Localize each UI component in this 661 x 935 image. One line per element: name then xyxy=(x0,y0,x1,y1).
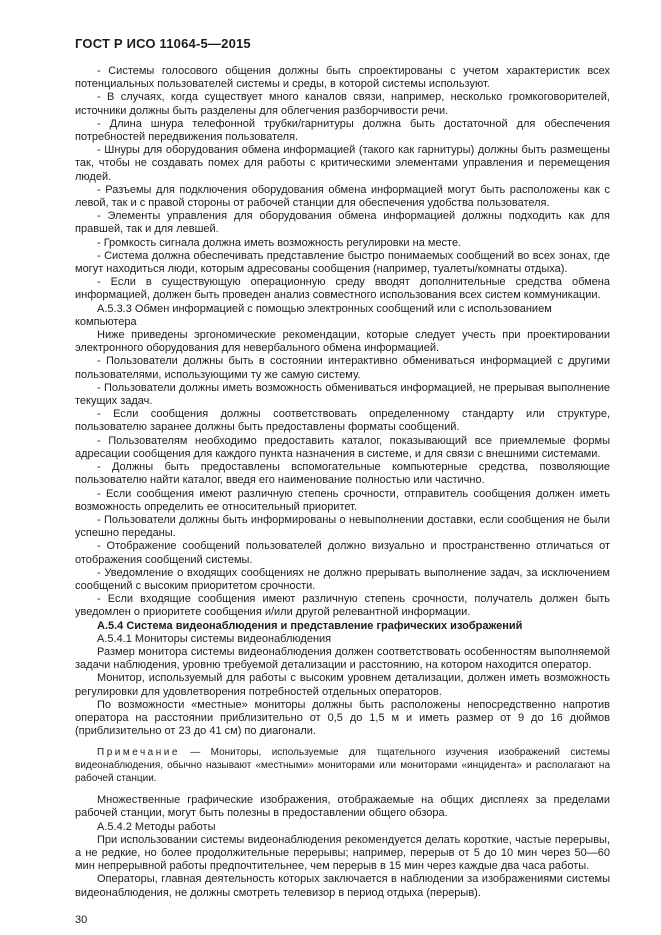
paragraph: - Если входящие сообщения имеют различную степень срочности, получатель должен быть уведомлен о приоритете сообщения и/или другой релевантной информации. xyxy=(75,593,610,619)
paragraph: - Элементы управления для оборудования обмена информацией должны подходить как для правшей, так и для левшей. xyxy=(75,210,610,236)
paragraph: - Громкость сигнала должна иметь возможность регулировки на месте. xyxy=(97,236,462,249)
paragraph: - Уведомление о входящих сообщениях не должно прерывать выполнение задач, за исключением сообщений с высоким приоритетом срочности. xyxy=(75,566,610,592)
note-label: Примечание xyxy=(97,747,180,759)
paragraph: - Должны быть предоставлены вспомогательные компьютерные средства, позволяющие пользователю найти каталог, введя его наименование полностью или частично. xyxy=(75,461,610,487)
section-heading: А.5.3.3 Обмен информацией с помощью электронных сообщений или с использованием компьютера xyxy=(75,302,552,328)
page-header xyxy=(75,36,610,51)
paragraph: - Разъемы для подключения оборудования обмена информацией могут быть расположены как с левой, так и с правой стороны от рабочей станции для обеспечения удобства пользователя. xyxy=(75,183,610,210)
note-text: — Мониторы, используемые для тщательного изучения изображений системы видеонаблюдения, обычно называют «местными» мониторами или мониторами «инцидента» и располагают на рабочей станции. xyxy=(75,747,610,784)
document-title: ГОСТ Р ИСО 11064-5—2015 xyxy=(75,36,251,51)
note-paragraph xyxy=(75,747,610,785)
paragraph: Размер монитора системы видеонаблюдения должен соответствовать особенностям выполняемой задачи наблюдения, уровню требуемой детализации и расстоянию, на котором находится оператор. xyxy=(75,645,610,672)
page-number: 30 xyxy=(75,913,88,926)
paragraph: - Шнуры для оборудования обмена информацией (такого как гарнитуры) должны быть размещены так, чтобы не создавать помех для работы с критическими элементами управления и перемещения людей. xyxy=(75,144,610,183)
document-body xyxy=(75,65,610,900)
section-heading: А.5.4 Система видеонаблюдения и представление графических изображений xyxy=(97,619,523,632)
paragraph: Монитор, используемый для работы с высоким уровнем детализации, должен иметь возможность регулировки для удовлетворения потребностей отдельных операторов. xyxy=(75,672,610,698)
paragraph: - В случаях, когда существует много каналов связи, например, несколько громкоговорителей, источники должны быть разделены для облегчения разборчивости речи. xyxy=(75,91,610,117)
paragraph: Ниже приведены эргономические рекомендации, которые следует учесть при проектировании электронного оборудования для невербального обмена информацией. xyxy=(75,329,610,355)
paragraph: - Если сообщения имеют различную степень срочности, отправитель сообщения должен иметь возможность определить ее относительный приоритет. xyxy=(75,487,610,513)
paragraph: - Пользователи должны быть информированы о невыполнении доставки, если сообщения не были успешно переданы. xyxy=(75,513,610,540)
paragraph: При использовании системы видеонаблюдения рекомендуется делать короткие, частые перерывы, а не редкие, но более продолжительные перерывы; например, перерыв от 5 до 10 мин через 50—60 мин непрерывной работы предпочтительнее, чем перерыв в 15 мин через каждые два часа работы. xyxy=(75,833,610,873)
paragraph: - Системы голосового общения должны быть спроектированы с учетом характеристик всех потенциальных пользователей системы и среды, в которой системы используют. xyxy=(75,65,610,91)
paragraph: - Пользователи должны иметь возможность обмениваться информацией, не прерывая выполнение текущих задач. xyxy=(75,381,610,408)
paragraph: - Отображение сообщений пользователей должно визуально и пространственно отличаться от отображения сообщений системы. xyxy=(75,540,610,566)
paragraph: - Пользователям необходимо предоставить каталог, показывающий все приемлемые формы адресации сообщения для каждого пункта назначения в системе, и для связи с внешними системами. xyxy=(75,434,610,460)
section-heading: А.5.4.2 Методы работы xyxy=(97,820,216,833)
section-heading: А.5.4.1 Мониторы системы видеонаблюдения xyxy=(97,632,332,645)
paragraph: По возможности «местные» мониторы должны быть расположены непосредственно напротив оператора на расстоянии приблизительно от 0,5 до 1,5 м и иметь размер от 9 до 16 дюймов (приблизительно от 23 до 41 см) по диагонали. xyxy=(75,698,610,738)
paragraph: Множественные графические изображения, отображаемые на общих дисплеях за пределами рабочей станции, могут быть полезны в предоставлении общего обзора. xyxy=(75,794,610,820)
paragraph: - Система должна обеспечивать представление быстро понимаемых сообщений во всех зонах, где могут находиться люди, которым адресованы сообщения (например, туалеты/комнаты отдыха). xyxy=(75,249,610,276)
paragraph: - Длина шнура телефонной трубки/гарнитуры должна быть достаточной для обеспечения потребностей передвижения пользователя. xyxy=(75,117,610,144)
paragraph: - Если в существующую операционную среду вводят дополнительные средства обмена информацией, должен быть проведен анализ совместного использования всех систем коммуникации. xyxy=(75,276,610,302)
paragraph: - Если сообщения должны соответствовать определенному стандарту или структуре, пользователю заранее должны быть предоставлены форматы сообщений. xyxy=(75,408,610,434)
paragraph: Операторы, главная деятельность которых заключается в наблюдении за изображениями системы видеонаблюдения, не должны смотреть телевизор в период отдыха (перерыв). xyxy=(75,873,610,899)
page-footer xyxy=(75,910,610,928)
paragraph: - Пользователи должны быть в состоянии интерактивно обмениваться информацией с другими пользователями, использующими ту же самую систему. xyxy=(75,355,610,381)
